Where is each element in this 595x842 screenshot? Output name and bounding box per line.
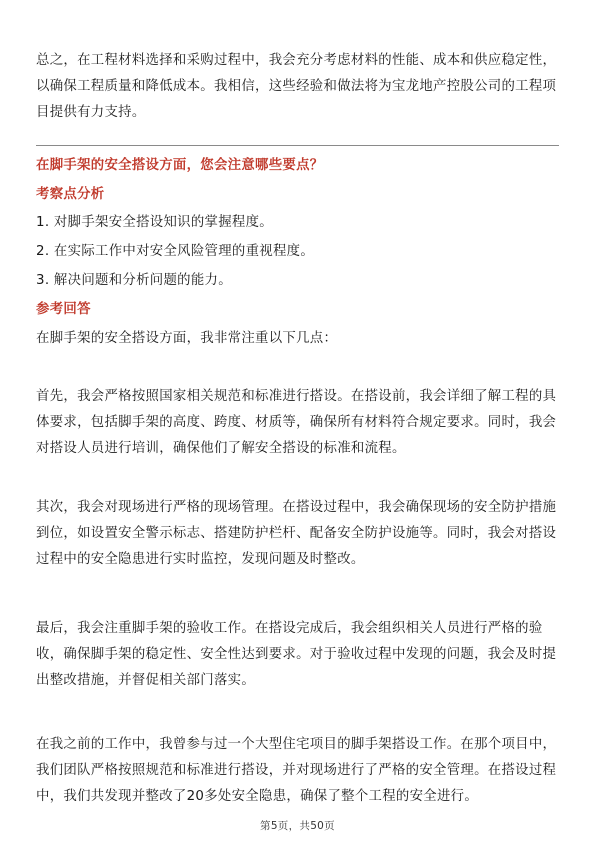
answer-title: 参考回答 [36, 302, 91, 317]
analysis-item: 1. 对脚手架安全搭设知识的掌握程度。 [36, 215, 273, 230]
answer-paragraph: 在脚手架的安全搭设方面，我非常注重以下几点： [36, 331, 338, 346]
analysis-item: 3. 解决问题和分析问题的能力。 [36, 273, 232, 288]
page-footer: 第5页，共50页 [260, 820, 335, 832]
answer-paragraph: 其次，我会对现场进行严格的现场管理。在搭设过程中，我会确保现场的安全防护措施到位，如设置安全警示标志、搭建防护栏杆、配备安全防护设施等。同时，我会对搭设过程中的安全隐患进行实时监控，发现问题及时整改。 [36, 500, 557, 567]
analysis-title: 考察点分析 [36, 187, 105, 202]
analysis-list [36, 208, 559, 295]
intro-paragraph: 总之，在工程材料选择和采购过程中，我会充分考虑材料的性能、成本和供应稳定性，以确保工程质量和降低成本。我相信，这些经验和做法将为宝龙地产控股公司的工程项目提供有力支持。 [36, 53, 557, 120]
answer-paragraph: 首先，我会严格按照国家相关规范和标准进行搭设。在搭设前，我会详细了解工程的具体要求，包括脚手架的高度、跨度、材质等，确保所有材料符合规定要求。同时，我会对搭设人员进行培训，确保他们了解安全搭设的标准和流程。 [36, 389, 557, 456]
section-divider [36, 145, 559, 146]
answer-paragraph: 最后，我会注重脚手架的验收工作。在搭设完成后，我会组织相关人员进行严格的验收，确保脚手架的稳定性、安全性达到要求。对于验收过程中发现的问题，我会及时提出整改措施，并督促相关部门落实。 [36, 621, 557, 688]
question-heading: 在脚手架的安全搭设方面，您会注意哪些要点？ [36, 158, 324, 173]
analysis-item: 2. 在实际工作中对安全风险管理的重视程度。 [36, 244, 315, 259]
answer-paragraph: 在我之前的工作中，我曾参与过一个大型住宅项目的脚手架搭设工作。在那个项目中，我们团队严格按照规范和标准进行搭设，并对现场进行了严格的安全管理。在搭设过程中，我们共发现并整改了20多处安全隐患，确保了整个工程的安全进行。 [36, 737, 557, 804]
